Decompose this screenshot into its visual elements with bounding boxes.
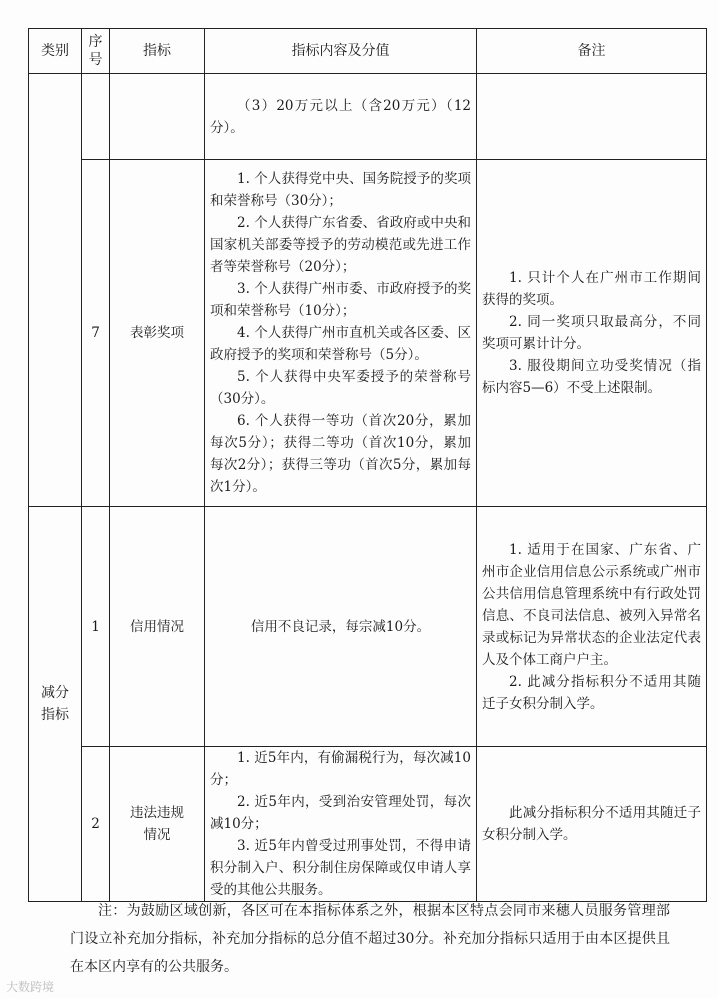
table-row [29, 507, 707, 747]
table-row [29, 160, 707, 507]
table-row [29, 747, 707, 902]
content-cell: 信用不良记录，每宗减10分。 [205, 507, 477, 747]
indicator-cell: 表彰奖项 [110, 160, 205, 507]
content-cell: （3）20万元以上（含20万元）（12分）。 [205, 74, 477, 160]
header-content: 指标内容及分值 [205, 29, 477, 74]
indicator-cell: 信用情况 [110, 507, 205, 747]
remark-cell: 1. 只计个人在广州市工作期间获得的奖项。 2. 同一奖项只取最高分，不同奖项可累计计分。 3. 服役期间立功受奖情况（指标内容5—6）不受上述限制。 [477, 160, 707, 507]
remark-cell: 此减分指标积分不适用其随迁子女积分制入学。 [477, 747, 707, 902]
watermark: 大数跨境 [6, 980, 55, 994]
remark-cell: 1. 适用于在国家、广东省、广州市企业信用信息公示系统或广州市公共信用信息管理系统中有行政处罚信息、不良司法信息、被列入异常名录或标记为异常状态的企业法定代表人及个体工商户户主。 2. 此减分指标积分不适用其随迁子女积分制入学。 [477, 507, 707, 747]
header-seq: 序号 [82, 29, 110, 74]
header-indicator: 指标 [110, 29, 205, 74]
table-row [29, 74, 707, 160]
header-category: 类别 [29, 29, 82, 74]
indicator-table [28, 28, 707, 902]
footnote: 注：为鼓励区域创新，各区可在本指标体系之外，根据本区特点会同市来穗人员服务管理部门设立补充加分指标，补充加分指标的总分值不超过30分。补充加分指标只适用于由本区提供且在本区内享有的公共服务。 [70, 903, 670, 975]
content-cell: 1. 个人获得党中央、国务院授予的奖项和荣誉称号（30分）； 2. 个人获得广东省委、省政府或中央和国家机关部委等授予的劳动模范或先进工作者等荣誉称号（20分）； 3. 个人获得广州市委、市政府授予的奖项和荣誉称号（10分）； 4. 个人获得广州市直机关或各区委、区政府授予的奖项和荣誉称号（5分）。 5. 个人获得中央军委授予的荣誉称号（30分）。 6. 个人获得一等功（首次20分，累加每次5分）；获得二等功（首次10分，累加每次2分）；获得三等功（首次5分，累加每次1分）。 [205, 160, 477, 507]
table-header [29, 29, 707, 74]
indicator-cell: 违法违规情况 [110, 747, 205, 902]
seq-cell: 1 [82, 507, 110, 747]
seq-cell: 2 [82, 747, 110, 902]
content-cell: 1. 近5年内，有偷漏税行为，每次减10分； 2. 近5年内，受到治安管理处罚，每次减10分； 3. 近5年内曾受过刑事处罚，不得申请积分制入户、积分制住房保障或仅申请人享受的其他公共服务。 [205, 747, 477, 902]
header-remark: 备注 [477, 29, 707, 74]
category-cell: 减分指标 [29, 507, 82, 902]
seq-cell: 7 [82, 160, 110, 507]
